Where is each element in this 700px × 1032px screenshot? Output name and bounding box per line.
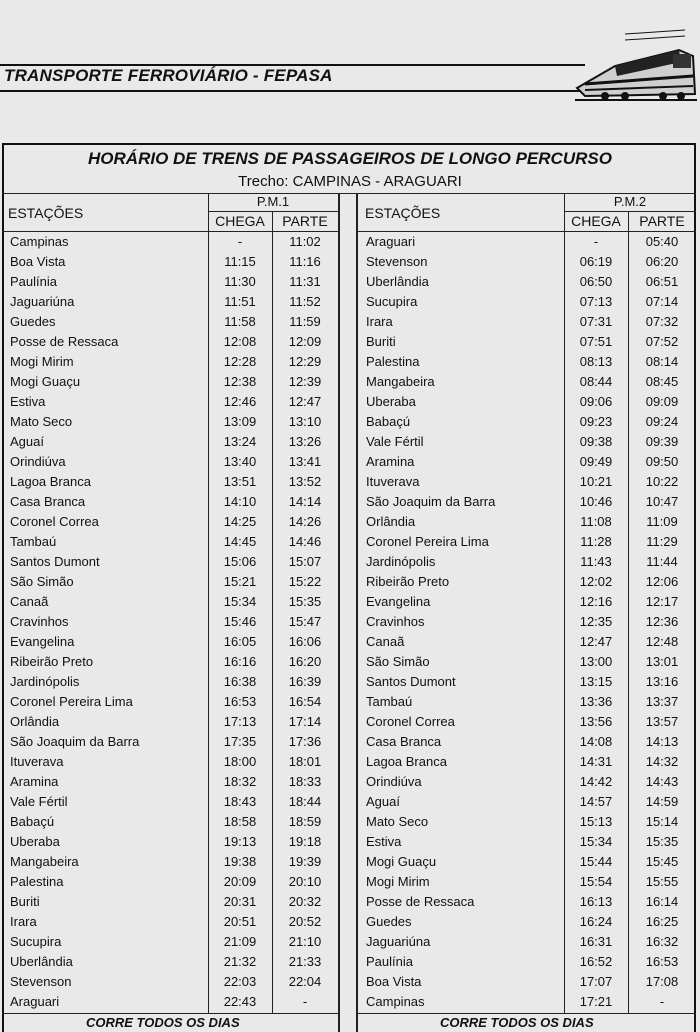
station-name: Buriti	[366, 334, 396, 349]
station-name: Coronel Correa	[10, 514, 99, 529]
table-row	[0, 592, 700, 612]
table-row	[0, 812, 700, 832]
departure-time: 17:36	[288, 734, 322, 749]
departure-time: 12:09	[288, 334, 322, 349]
station-name: Paulínia	[366, 954, 413, 969]
departure-time: 13:01	[645, 654, 679, 669]
table-row	[0, 952, 700, 972]
departure-time: -	[659, 994, 665, 1009]
station-name: Coronel Pereira Lima	[366, 534, 489, 549]
departure-time: 06:20	[645, 254, 679, 269]
departure-time: 16:32	[645, 934, 679, 949]
arrival-time: 13:09	[223, 414, 257, 429]
table-row	[0, 752, 700, 772]
arrival-time: 12:38	[223, 374, 257, 389]
station-name: Buriti	[10, 894, 40, 909]
station-name: Evangelina	[366, 594, 431, 609]
arrival-time: 10:46	[579, 494, 613, 509]
table-row	[0, 432, 700, 452]
table-row	[0, 932, 700, 952]
station-name: Sucupira	[10, 934, 62, 949]
arrival-time: 19:13	[223, 834, 257, 849]
departure-time: 14:43	[645, 774, 679, 789]
table-row	[0, 472, 700, 492]
departure-time: 14:46	[288, 534, 322, 549]
departure-time: 12:17	[645, 594, 679, 609]
departure-time: -	[302, 994, 308, 1009]
departure-time: 13:26	[288, 434, 322, 449]
arrival-time: 11:58	[224, 314, 256, 329]
departure-time: 11:31	[289, 274, 321, 289]
station-name: Posse de Ressaca	[10, 334, 119, 349]
station-name: Aramina	[10, 774, 59, 789]
header-rule-bottom	[0, 90, 585, 92]
station-name: São Simão	[366, 654, 430, 669]
arrival-time: 09:49	[579, 454, 613, 469]
arrival-time: 22:43	[223, 994, 257, 1009]
arrival-time: 11:08	[580, 514, 612, 529]
arrival-time: 17:13	[223, 714, 257, 729]
table-row	[0, 392, 700, 412]
station-name: São Joaquim da Barra	[366, 494, 496, 509]
station-name: Boa Vista	[10, 254, 66, 269]
departure-time: 11:52	[289, 294, 321, 309]
departure-time: 12:06	[645, 574, 679, 589]
arrival-time: 18:43	[223, 794, 257, 809]
arrival-time: 13:24	[223, 434, 257, 449]
arrival-time: 22:03	[223, 974, 257, 989]
station-name: Lagoa Branca	[366, 754, 447, 769]
arrival-time: 09:38	[579, 434, 613, 449]
arrival-time: 10:21	[579, 474, 613, 489]
page-header-title: TRANSPORTE FERROVIÁRIO - FEPASA	[4, 66, 333, 85]
departure-time: 10:22	[645, 474, 679, 489]
station-name: Jardinópolis	[10, 674, 80, 689]
station-name: Cravinhos	[10, 614, 69, 629]
table-row	[0, 992, 700, 1012]
table-row	[0, 632, 700, 652]
departure-time: 18:59	[288, 814, 322, 829]
departure-time: 10:47	[645, 494, 679, 509]
arrival-time: 20:09	[223, 874, 257, 889]
arrival-time: 16:52	[579, 954, 613, 969]
station-name: Palestina	[10, 874, 64, 889]
arrival-time: 09:06	[579, 394, 613, 409]
table-row	[0, 972, 700, 992]
arrival-time: 17:07	[579, 974, 613, 989]
arrival-time: 11:43	[580, 554, 612, 569]
station-name: Lagoa Branca	[10, 474, 91, 489]
departure-time: 13:37	[645, 694, 679, 709]
departure-time: 16:06	[288, 634, 322, 649]
departure-time: 09:09	[645, 394, 679, 409]
station-name: Mogi Mirim	[10, 354, 74, 369]
departure-time: 13:57	[645, 714, 679, 729]
departure-time: 07:14	[645, 294, 679, 309]
departure-time: 14:13	[645, 734, 679, 749]
station-name: Aguaí	[10, 434, 44, 449]
table-row	[0, 652, 700, 672]
departure-time: 07:32	[645, 314, 679, 329]
table-row	[0, 572, 700, 592]
arrival-time: -	[237, 234, 243, 249]
station-name: Casa Branca	[366, 734, 442, 749]
arrival-time: 11:51	[224, 294, 256, 309]
station-name: Babaçú	[366, 414, 411, 429]
station-name: Orindiúva	[366, 774, 422, 789]
table-row	[0, 332, 700, 352]
arrival-time: 12:46	[223, 394, 257, 409]
departure-time: 09:39	[645, 434, 679, 449]
departure-time: 15:47	[288, 614, 322, 629]
station-name: Uberlândia	[366, 274, 429, 289]
table-row	[0, 692, 700, 712]
station-name: São Joaquim da Barra	[10, 734, 140, 749]
station-name: Guedes	[366, 914, 412, 929]
arrival-time: 12:47	[579, 634, 613, 649]
table-row	[0, 732, 700, 752]
arrival-time: 12:08	[223, 334, 257, 349]
departure-time: 11:16	[289, 254, 321, 269]
table-row	[0, 892, 700, 912]
arrival-time: 15:54	[579, 874, 613, 889]
station-name: Uberaba	[10, 834, 60, 849]
arrival-time: 14:10	[223, 494, 257, 509]
departure-time: 15:45	[645, 854, 679, 869]
departure-time: 18:44	[288, 794, 322, 809]
arrival-time: 06:50	[579, 274, 613, 289]
arrival-time: 15:34	[223, 594, 257, 609]
departure-time: 22:04	[288, 974, 322, 989]
station-name: Orlândia	[366, 514, 416, 529]
departure-time: 19:39	[288, 854, 322, 869]
station-name: Guedes	[10, 314, 56, 329]
arrival-time: 20:51	[223, 914, 257, 929]
departure-time: 15:35	[288, 594, 322, 609]
table-row	[0, 232, 700, 252]
station-name: Uberaba	[366, 394, 416, 409]
departure-time: 09:50	[645, 454, 679, 469]
station-name: Orindiúva	[10, 454, 66, 469]
arrival-time: 19:38	[223, 854, 257, 869]
arrival-time: 13:56	[579, 714, 613, 729]
departure-time: 11:29	[646, 534, 678, 549]
station-name: Sucupira	[366, 294, 418, 309]
station-name: Campinas	[10, 234, 69, 249]
departure-time: 16:14	[645, 894, 679, 909]
arrival-time: 13:15	[579, 674, 613, 689]
arrival-time: 16:53	[223, 694, 257, 709]
station-name: Santos Dumont	[10, 554, 100, 569]
station-name: Mogi Mirim	[366, 874, 430, 889]
station-name: São Simão	[10, 574, 74, 589]
arrival-time: 16:16	[223, 654, 257, 669]
departure-time: 15:22	[288, 574, 322, 589]
departure-time: 18:33	[288, 774, 322, 789]
arrival-time: 16:05	[223, 634, 257, 649]
right-depart-header: PARTE	[639, 213, 685, 229]
arrival-time: 13:00	[579, 654, 613, 669]
departure-time: 12:29	[288, 354, 322, 369]
departure-time: 13:16	[645, 674, 679, 689]
station-name: Campinas	[366, 994, 425, 1009]
arrival-time: 07:51	[579, 334, 613, 349]
departure-time: 16:20	[288, 654, 322, 669]
station-name: Tambaú	[10, 534, 57, 549]
departure-time: 15:55	[645, 874, 679, 889]
table-row	[0, 772, 700, 792]
station-name: Ituverava	[366, 474, 420, 489]
departure-time: 14:32	[645, 754, 679, 769]
right-footer-note: CORRE TODOS OS DIAS	[440, 1015, 594, 1030]
table-row	[0, 272, 700, 292]
station-name: Mogi Guaçu	[366, 854, 437, 869]
arrival-time: 14:57	[579, 794, 613, 809]
departure-time: 13:41	[288, 454, 322, 469]
station-name: Vale Fértil	[10, 794, 68, 809]
table-row	[0, 492, 700, 512]
arrival-time: 08:44	[579, 374, 613, 389]
station-name: Posse de Ressaca	[366, 894, 475, 909]
table-row	[0, 852, 700, 872]
station-name: Paulínia	[10, 274, 57, 289]
arrival-time: 15:13	[579, 814, 613, 829]
arrival-time: 21:09	[223, 934, 257, 949]
departure-time: 11:59	[289, 314, 321, 329]
arrival-time: 15:34	[579, 834, 613, 849]
arrival-time: 14:25	[223, 514, 257, 529]
arrival-time: 12:16	[579, 594, 613, 609]
left-train-label: P.M.1	[256, 194, 290, 209]
arrival-time: 12:35	[579, 614, 613, 629]
station-name: Vale Fértil	[366, 434, 424, 449]
station-name: Canaã	[10, 594, 49, 609]
departure-time: 20:10	[288, 874, 322, 889]
station-name: Aguaí	[366, 794, 400, 809]
arrival-time: 16:38	[223, 674, 257, 689]
departure-time: 21:33	[288, 954, 322, 969]
table-row	[0, 372, 700, 392]
arrival-time: 15:46	[223, 614, 257, 629]
departure-time: 21:10	[288, 934, 322, 949]
station-name: Santos Dumont	[366, 674, 456, 689]
arrival-time: 18:00	[223, 754, 257, 769]
right-footer-rule	[358, 1013, 696, 1014]
route-subtitle: Trecho: CAMPINAS - ARAGUARI	[238, 173, 462, 190]
right-train-label: P.M.2	[613, 194, 647, 209]
table-row	[0, 912, 700, 932]
departure-time: 16:25	[645, 914, 679, 929]
station-name: Araguari	[10, 994, 60, 1009]
table-row	[0, 832, 700, 852]
departure-time: 19:18	[288, 834, 322, 849]
departure-time: 11:02	[289, 234, 321, 249]
arrival-time: 14:42	[579, 774, 613, 789]
table-row	[0, 452, 700, 472]
station-name: Jaguariúna	[366, 934, 431, 949]
departure-time: 09:24	[645, 414, 679, 429]
arrival-time: 16:31	[579, 934, 613, 949]
station-name: Ituverava	[10, 754, 64, 769]
station-name: Coronel Pereira Lima	[10, 694, 133, 709]
departure-time: 15:35	[645, 834, 679, 849]
table-row	[0, 252, 700, 272]
departure-time: 12:39	[288, 374, 322, 389]
arrival-time: 16:24	[579, 914, 613, 929]
arrival-time: 13:40	[223, 454, 257, 469]
arrival-time: 06:19	[579, 254, 613, 269]
departure-time: 14:26	[288, 514, 322, 529]
departure-time: 08:45	[645, 374, 679, 389]
departure-time: 12:48	[645, 634, 679, 649]
left-depart-header: PARTE	[282, 213, 328, 229]
table-row	[0, 792, 700, 812]
departure-time: 07:52	[645, 334, 679, 349]
departure-time: 16:39	[288, 674, 322, 689]
station-name: Irara	[10, 914, 37, 929]
departure-time: 18:01	[288, 754, 322, 769]
left-footer-note: CORRE TODOS OS DIAS	[86, 1015, 240, 1030]
table-row	[0, 712, 700, 732]
station-name: Boa Vista	[366, 974, 422, 989]
timetable-title: HORÁRIO DE TRENS DE PASSAGEIROS DE LONGO PERCURSO	[88, 149, 612, 168]
departure-time: 15:14	[645, 814, 679, 829]
departure-time: 15:07	[288, 554, 322, 569]
station-name: Aramina	[366, 454, 415, 469]
table-row	[0, 872, 700, 892]
station-name: Orlândia	[10, 714, 60, 729]
station-name: Estiva	[10, 394, 46, 409]
table-row	[0, 612, 700, 632]
station-name: Araguari	[366, 234, 416, 249]
station-name: Mato Seco	[10, 414, 73, 429]
arrival-time: 18:58	[223, 814, 257, 829]
arrival-time: 20:31	[223, 894, 257, 909]
station-name: Mangabeira	[366, 374, 435, 389]
station-name: Estiva	[366, 834, 402, 849]
arrival-time: 12:28	[223, 354, 257, 369]
arrival-time: 14:08	[579, 734, 613, 749]
arrival-time: 14:31	[579, 754, 613, 769]
departure-time: 20:52	[288, 914, 322, 929]
station-name: Canaã	[366, 634, 405, 649]
departure-time: 14:59	[645, 794, 679, 809]
station-name: Jaguariúna	[10, 294, 75, 309]
arrival-time: 15:44	[579, 854, 613, 869]
right-stations-header: ESTAÇÕES	[365, 205, 441, 221]
arrival-time: 07:13	[579, 294, 613, 309]
departure-time: 13:10	[288, 414, 322, 429]
station-name: Irara	[366, 314, 393, 329]
station-name: Mato Seco	[366, 814, 429, 829]
arrival-time: 21:32	[223, 954, 257, 969]
left-arrive-header: CHEGA	[215, 213, 265, 229]
arrival-time: 17:21	[579, 994, 613, 1009]
left-stations-header: ESTAÇÕES	[8, 205, 84, 221]
station-name: Mogi Guaçu	[10, 374, 81, 389]
left-footer-rule	[2, 1013, 338, 1014]
table-row	[0, 512, 700, 532]
arrival-time: 13:36	[579, 694, 613, 709]
departure-time: 16:53	[645, 954, 679, 969]
arrival-time: 12:02	[579, 574, 613, 589]
table-row	[0, 292, 700, 312]
station-name: Mangabeira	[10, 854, 79, 869]
arrival-time: 07:31	[579, 314, 613, 329]
station-name: Palestina	[366, 354, 420, 369]
departure-time: 14:14	[288, 494, 322, 509]
departure-time: 12:36	[645, 614, 679, 629]
station-name: Cravinhos	[366, 614, 425, 629]
station-name: Uberlândia	[10, 954, 73, 969]
station-name: Stevenson	[366, 254, 428, 269]
left-train-rule	[208, 211, 338, 212]
arrival-time: 17:35	[223, 734, 257, 749]
arrival-time: -	[593, 234, 599, 249]
arrival-time: 11:15	[224, 254, 256, 269]
departure-time: 17:14	[288, 714, 322, 729]
arrival-time: 18:32	[223, 774, 257, 789]
station-name: Ribeirão Preto	[366, 574, 450, 589]
station-name: Jardinópolis	[366, 554, 436, 569]
right-train-rule	[564, 211, 696, 212]
departure-time: 05:40	[645, 234, 679, 249]
table-row	[0, 532, 700, 552]
arrival-time: 15:06	[223, 554, 257, 569]
arrival-time: 11:30	[224, 274, 256, 289]
departure-time: 20:32	[288, 894, 322, 909]
station-name: Coronel Correa	[366, 714, 455, 729]
departure-time: 06:51	[645, 274, 679, 289]
station-name: Stevenson	[10, 974, 72, 989]
departure-time: 11:44	[646, 554, 678, 569]
arrival-time: 13:51	[223, 474, 257, 489]
arrival-time: 14:45	[223, 534, 257, 549]
station-name: Tambaú	[366, 694, 413, 709]
departure-time: 11:09	[646, 514, 678, 529]
departure-time: 16:54	[288, 694, 322, 709]
departure-time: 08:14	[645, 354, 679, 369]
table-row	[0, 312, 700, 332]
arrival-time: 16:13	[579, 894, 613, 909]
station-name: Babaçú	[10, 814, 55, 829]
table-row	[0, 352, 700, 372]
departure-time: 13:52	[288, 474, 322, 489]
table-row	[0, 552, 700, 572]
table-row	[0, 672, 700, 692]
station-name: Casa Branca	[10, 494, 86, 509]
table-row	[0, 412, 700, 432]
locomotive-icon	[575, 28, 697, 104]
right-arrive-header: CHEGA	[571, 213, 621, 229]
arrival-time: 11:28	[580, 534, 612, 549]
arrival-time: 15:21	[223, 574, 257, 589]
departure-time: 12:47	[288, 394, 322, 409]
arrival-time: 09:23	[579, 414, 613, 429]
station-name: Evangelina	[10, 634, 75, 649]
station-name: Ribeirão Preto	[10, 654, 94, 669]
departure-time: 17:08	[645, 974, 679, 989]
arrival-time: 08:13	[579, 354, 613, 369]
